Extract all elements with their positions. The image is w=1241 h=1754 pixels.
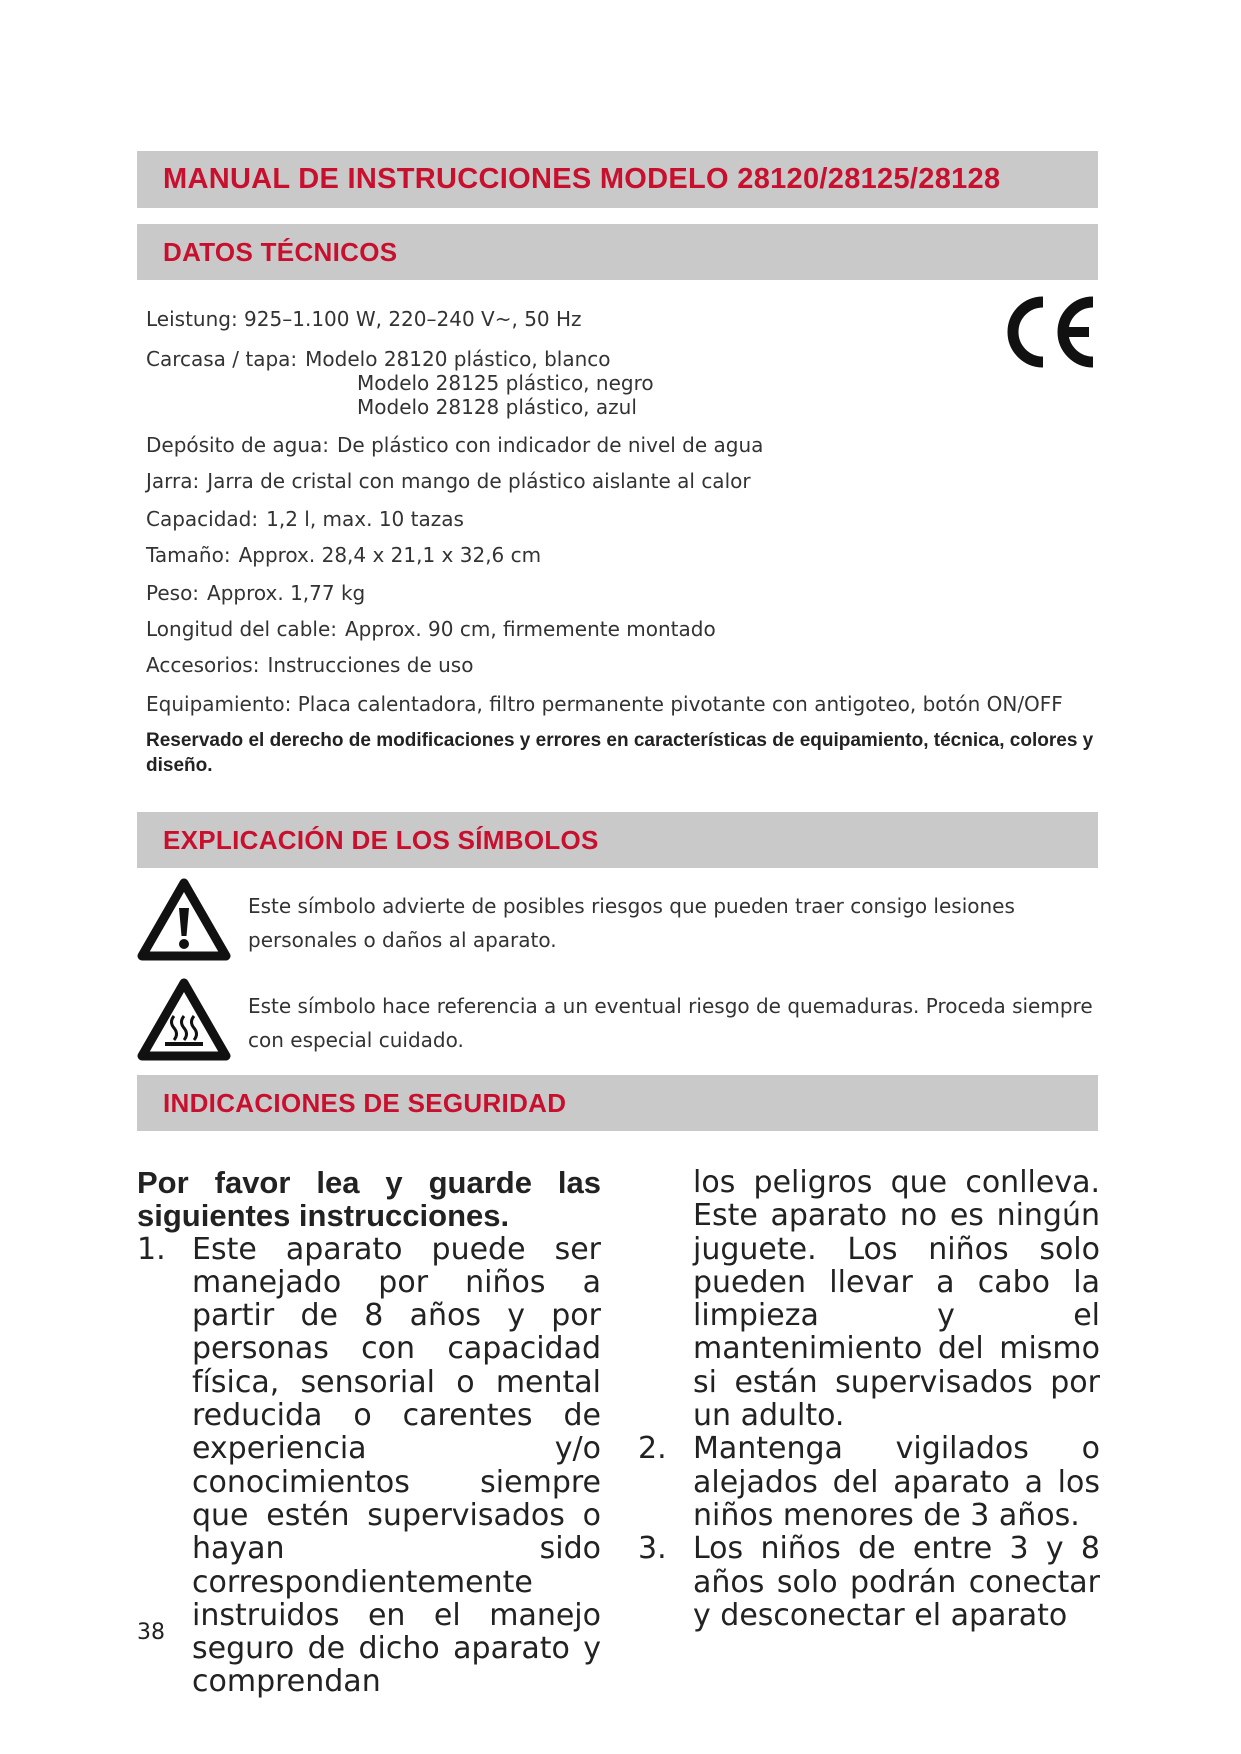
spec-cable bbox=[146, 617, 716, 641]
spec-capacity-value: 1,2 l, max. 10 tazas bbox=[266, 507, 464, 531]
spec-weight-label: Peso: bbox=[146, 581, 200, 605]
spec-capacity-label: Capacidad: bbox=[146, 507, 259, 531]
safety-item-2-text: Mantenga vigilados o alejados del aparato a los niños menores de 3 años. bbox=[693, 1431, 1100, 1533]
safety-column-left bbox=[137, 1166, 601, 1699]
spec-housing-3: Modelo 28128 plástico, azul bbox=[357, 395, 637, 419]
tech-data-heading: DATOS TÉCNICOS bbox=[137, 224, 1098, 280]
spec-accessories bbox=[146, 653, 473, 677]
spec-housing-1: Modelo 28120 plástico, blanco bbox=[305, 347, 611, 371]
safety-item-1-number: 1. bbox=[137, 1231, 166, 1267]
spec-size-label: Tamaño: bbox=[146, 543, 231, 567]
ce-mark-icon bbox=[1003, 296, 1099, 368]
spec-size bbox=[146, 543, 541, 567]
spec-accessories-value: Instrucciones de uso bbox=[267, 653, 474, 677]
spec-cable-label: Longitud del cable: bbox=[146, 617, 337, 641]
safety-item-1 bbox=[137, 1233, 601, 1699]
safety-column-right bbox=[638, 1166, 1100, 1632]
hot-surface-icon bbox=[137, 978, 231, 1062]
page-number: 38 bbox=[137, 1620, 165, 1645]
spec-housing-label: Carcasa / tapa: bbox=[146, 347, 298, 371]
safety-item-2 bbox=[638, 1432, 1100, 1532]
spec-size-value: Approx. 28,4 x 21,1 x 32,6 cm bbox=[238, 543, 542, 567]
spec-tank-label: Depósito de agua: bbox=[146, 433, 330, 457]
spec-jug-value: Jarra de cristal con mango de plástico aislante al calor bbox=[207, 469, 751, 493]
spec-tank-value: De plástico con indicador de nivel de agua bbox=[337, 433, 764, 457]
warning-symbol-text: Este símbolo advierte de posibles riesgos que pueden traer consigo lesiones personales o daños al aparato. bbox=[248, 894, 1015, 952]
safety-item-2-number: 2. bbox=[638, 1431, 667, 1467]
safety-item-1-continued: los peligros que conlleva. Este aparato no es ningún juguete. Los niños solo pueden llevar a cabo la limpieza y el mantenimiento del mismo si están supervisados por un adulto. bbox=[693, 1165, 1100, 1434]
safety-item-3 bbox=[638, 1532, 1100, 1632]
safety-heading: INDICACIONES DE SEGURIDAD bbox=[137, 1075, 1098, 1131]
spec-housing bbox=[146, 347, 610, 371]
spec-jug bbox=[146, 469, 751, 493]
spec-reservation-note: Reservado el derecho de modificaciones y errores en características de equipamiento, técnica, colores y diseño. bbox=[146, 730, 1094, 776]
safety-item-1-text: Este aparato puede ser manejado por niños a partir de 8 años y por personas con capacidad física, sensorial o mental reducida o carentes de experiencia y/o conocimientos siempre que estén supervisados o hayan sido correspondientemente instruidos en el manejo seguro de dicho aparato y comprendan bbox=[192, 1231, 601, 1700]
safety-item-3-number: 3. bbox=[638, 1531, 667, 1567]
spec-power: Leistung: 925–1.100 W, 220–240 V~, 50 Hz bbox=[146, 307, 582, 331]
spec-capacity bbox=[146, 507, 464, 531]
manual-title: MANUAL DE INSTRUCCIONES MODELO 28120/28125/28128 bbox=[137, 151, 1098, 208]
spec-weight-value: Approx. 1,77 kg bbox=[207, 581, 366, 605]
spec-housing-2: Modelo 28125 plástico, negro bbox=[357, 371, 654, 395]
warning-triangle-icon bbox=[137, 878, 231, 962]
spec-cable-value: Approx. 90 cm, firmemente montado bbox=[345, 617, 716, 641]
spec-accessories-label: Accesorios: bbox=[146, 653, 260, 677]
spec-weight bbox=[146, 581, 365, 605]
symbols-heading: EXPLICACIÓN DE LOS SÍMBOLOS bbox=[137, 812, 1098, 868]
spec-tank bbox=[146, 433, 763, 457]
hot-symbol-text: Este símbolo hace referencia a un eventual riesgo de quemaduras. Proceda siempre con especial cuidado. bbox=[248, 994, 1093, 1052]
safety-item-3-text: Los niños de entre 3 y 8 años solo podrán conectar y desconectar el aparato bbox=[693, 1531, 1100, 1633]
safety-lead: Por favor lea y guarde las siguientes instrucciones. bbox=[137, 1165, 601, 1234]
spec-jug-label: Jarra: bbox=[146, 469, 200, 493]
spec-equipment: Equipamiento: Placa calentadora, filtro permanente pivotante con antigoteo, botón ON/OFF bbox=[146, 692, 1063, 716]
